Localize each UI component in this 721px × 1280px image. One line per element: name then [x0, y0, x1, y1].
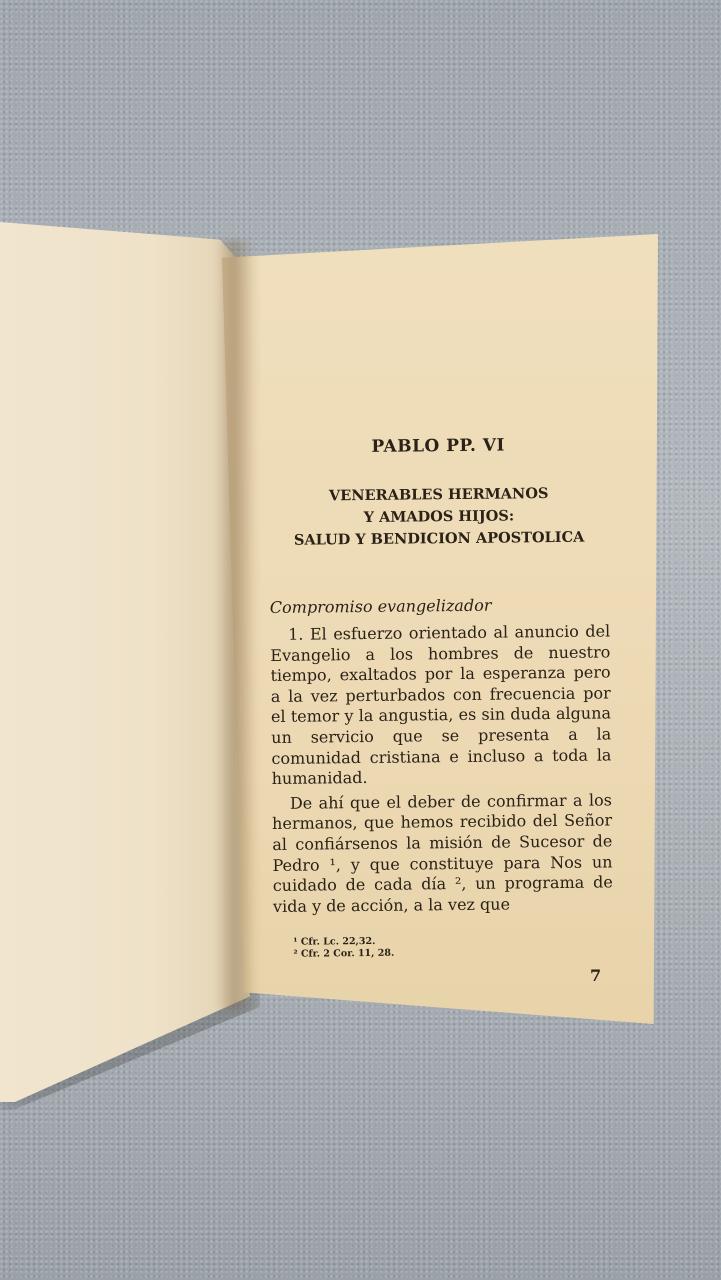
greeting	[269, 482, 610, 552]
left-page	[0, 222, 250, 1102]
page-text-block	[268, 426, 614, 961]
page-number: 7	[590, 966, 602, 985]
paragraph: 1. El esfuerzo orientado al anuncio del Evangelio a los hombres de nuestro tiempo, exaltados por la esperanza pero a la vez perturbados con frecuencia por el temor y la angustia, es sin duda alguna un servicio que se presenta a la comunidad cristiana e incluso a toda la humanidad.	[270, 621, 612, 789]
footnote: ² Cfr. 2 Cor. 11, 28.	[293, 948, 395, 961]
section-heading: Compromiso evangelizador	[269, 595, 492, 617]
book-gutter	[214, 240, 254, 1010]
greeting-line: VENERABLES HERMANOS	[328, 485, 549, 505]
author-title: PABLO PP. VI	[371, 435, 506, 457]
greeting-line: SALUD Y BENDICION APOSTOLICA	[293, 528, 585, 549]
footnotes	[273, 934, 613, 962]
footnote: ¹ Cfr. Lc. 22,32.	[293, 936, 376, 949]
greeting-line: Y AMADOS HIJOS:	[363, 507, 515, 527]
paragraph: De ahí que el deber de confirmar a los hermanos, que hemos recibido del Señor al confiársenos la misión de Sucesor de Pedro ¹, y que constituye para Nos un cuidado de cada día ², un programa de vida y de acción, a la vez que	[272, 790, 613, 916]
